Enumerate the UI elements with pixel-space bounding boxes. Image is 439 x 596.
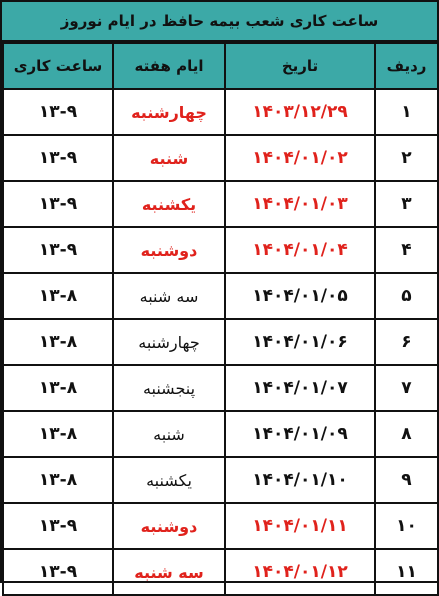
date-cell: ۱۴۰۳/۱۲/۲۹ [225, 89, 375, 135]
row-number-cell: ۶ [375, 319, 438, 365]
date-cell: ۱۴۰۴/۰۱/۱۲ [225, 549, 375, 595]
row-number-cell: ۴ [375, 227, 438, 273]
row-number-cell: ۸ [375, 411, 438, 457]
weekday-cell: شنبه [113, 411, 225, 457]
weekday-cell: یکشنبه [113, 181, 225, 227]
hours-cell: ۱۳-۸ [3, 319, 113, 365]
header-row [3, 43, 438, 89]
table-row [3, 549, 438, 595]
schedule-table [2, 42, 439, 596]
date-cell: ۱۴۰۴/۰۱/۱۱ [225, 503, 375, 549]
hours-cell: ۱۳-۸ [3, 365, 113, 411]
date-cell: ۱۴۰۴/۰۱/۰۹ [225, 411, 375, 457]
table-row [3, 457, 438, 503]
weekday-cell: دوشنبه [113, 503, 225, 549]
header-hours: ساعت کاری [3, 43, 113, 89]
header-row-number: ردیف [375, 43, 438, 89]
date-cell: ۱۴۰۴/۰۱/۰۴ [225, 227, 375, 273]
table-row [3, 411, 438, 457]
hours-cell: ۱۳-۹ [3, 549, 113, 595]
weekday-cell: دوشنبه [113, 227, 225, 273]
row-number-cell: ۹ [375, 457, 438, 503]
row-number-cell: ۱۰ [375, 503, 438, 549]
row-number-cell: ۱۱ [375, 549, 438, 595]
hours-cell: ۱۳-۹ [3, 89, 113, 135]
weekday-cell: سه شنبه [113, 273, 225, 319]
hours-cell: ۱۳-۸ [3, 273, 113, 319]
table-row [3, 365, 438, 411]
date-cell: ۱۴۰۴/۰۱/۰۷ [225, 365, 375, 411]
weekday-cell: پنجشنبه [113, 365, 225, 411]
hours-cell: ۱۳-۹ [3, 503, 113, 549]
weekday-cell: یکشنبه [113, 457, 225, 503]
weekday-cell: شنبه [113, 135, 225, 181]
hours-cell: ۱۳-۸ [3, 457, 113, 503]
hours-cell: ۱۳-۸ [3, 411, 113, 457]
weekday-cell: چهارشنبه [113, 319, 225, 365]
table-body [3, 89, 438, 595]
table-row [3, 227, 438, 273]
table-row [3, 89, 438, 135]
table-row [3, 503, 438, 549]
table-title: ساعت کاری شعب بیمه حافظ در ایام نوروز [2, 2, 437, 42]
table-row [3, 319, 438, 365]
weekday-cell: سه شنبه [113, 549, 225, 595]
date-cell: ۱۴۰۴/۰۱/۱۰ [225, 457, 375, 503]
weekday-cell: چهارشنبه [113, 89, 225, 135]
row-number-cell: ۷ [375, 365, 438, 411]
hours-cell: ۱۳-۹ [3, 181, 113, 227]
header-date: تاریخ [225, 43, 375, 89]
date-cell: ۱۴۰۴/۰۱/۰۲ [225, 135, 375, 181]
hours-cell: ۱۳-۹ [3, 227, 113, 273]
row-number-cell: ۲ [375, 135, 438, 181]
row-number-cell: ۱ [375, 89, 438, 135]
date-cell: ۱۴۰۴/۰۱/۰۶ [225, 319, 375, 365]
header-weekday: ایام هفته [113, 43, 225, 89]
date-cell: ۱۴۰۴/۰۱/۰۳ [225, 181, 375, 227]
row-number-cell: ۵ [375, 273, 438, 319]
table-row [3, 181, 438, 227]
table-row [3, 135, 438, 181]
row-number-cell: ۳ [375, 181, 438, 227]
table-row [3, 273, 438, 319]
date-cell: ۱۴۰۴/۰۱/۰۵ [225, 273, 375, 319]
hours-cell: ۱۳-۹ [3, 135, 113, 181]
